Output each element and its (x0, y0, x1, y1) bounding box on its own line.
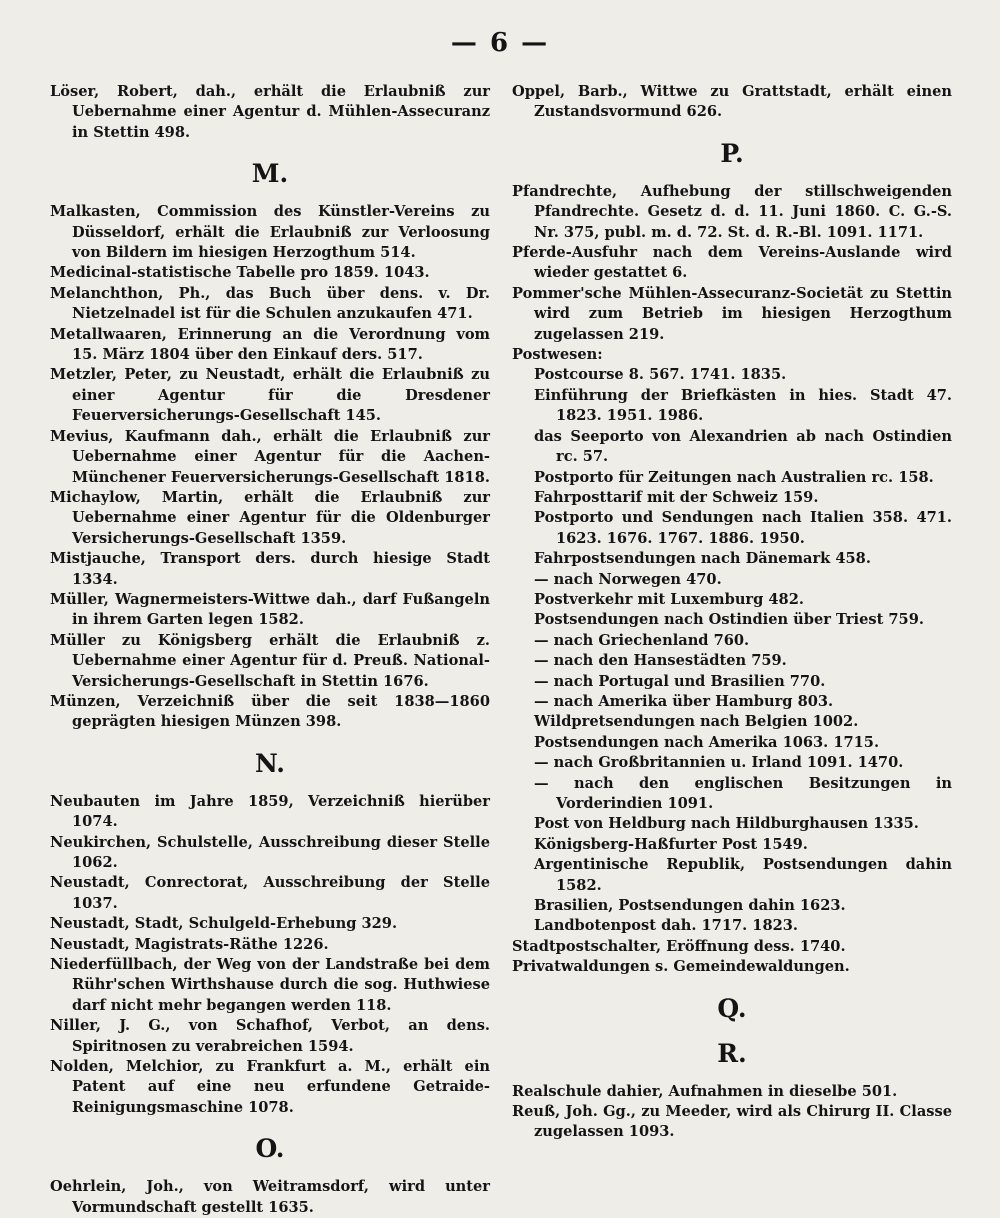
section-letter-q: Q. (717, 993, 747, 1023)
postwesen-subentry: — nach Portugal und Brasilien 770. (534, 672, 826, 690)
index-entry: Metzler, Peter, zu Neustadt, erhält die Erlaubniß zu einer Agentur für die Dresdener Feuerversicherungs-Gesellschaft 145. (50, 366, 490, 425)
index-entry: Metallwaaren, Erinnerung an die Verordnung vom 15. März 1804 über den Einkauf ders. 517. (50, 325, 490, 364)
page-number: — 6 — (450, 28, 550, 58)
postwesen-subentry: — nach den Hansestädten 759. (534, 652, 787, 670)
index-entry: Müller zu Königsberg erhält die Erlaubniß z. Uebernahme einer Agentur für d. Preuß. National-Versicherungs-Gesellschaft in Stettin 1676. (50, 631, 490, 690)
section-letter-o: O. (255, 1134, 285, 1164)
index-entry: Müller, Wagnermeisters-Wittwe dah., darf Fußangeln in ihrem Garten legen 1582. (50, 590, 490, 629)
index-entry: Privatwaldungen s. Gemeindewaldungen. (512, 958, 850, 976)
index-entry: Niller, J. G., von Schafhof, Verbot, an dens. Spiritnosen zu verabreichen 1594. (50, 1017, 490, 1055)
postwesen-subentry: Postverkehr mit Luxemburg 482. (534, 590, 804, 608)
index-entry: Neukirchen, Schulstelle, Ausschreibung dieser Stelle 1062. (50, 833, 490, 871)
section-letter-m: M. (251, 159, 289, 189)
left-column (50, 82, 490, 1218)
postwesen-subentry: Brasilien, Postsendungen dahin 1623. (534, 897, 846, 915)
index-entry: Neustadt, Stadt, Schulgeld-Erhebung 329. (50, 915, 398, 933)
postwesen-subentry: Postporto und Sendungen nach Italien 358. 471. 1623. 1676. 1767. 1886. 1950. (534, 509, 952, 547)
index-entry: Münzen, Verzeichniß über die seit 1838—1860 geprägten hiesigen Münzen 398. (50, 692, 490, 731)
postwesen-subentry: Postcourse 8. 567. 1741. 1835. (534, 366, 787, 384)
index-entry: Pfandrechte, Aufhebung der stillschweigenden Pfandrechte. Gesetz d. d. 11. Juni 1860. C. G.-S. Nr. 375, publ. m. d. 72. St. d. R.-Bl. 1091. 1171. (512, 182, 952, 241)
index-entry: Reuß, Joh. Gg., zu Meeder, wird als Chirurg II. Classe zugelassen 1093. (512, 1103, 952, 1141)
postwesen-subentry: Postporto für Zeitungen nach Australien rc. 158. (534, 468, 934, 486)
postwesen-subentry: Postsendungen nach Ostindien über Triest 759. (534, 611, 924, 629)
index-entry: Neustadt, Magistrats-Räthe 1226. (50, 935, 329, 953)
section-letter-r: R. (717, 1038, 747, 1068)
index-entry: Michaylow, Martin, erhält die Erlaubniß zur Uebernahme einer Agentur für die Oldenburger Versicherungs-Gesellschaft 1359. (50, 488, 490, 547)
index-entry: Malkasten, Commission des Künstler-Vereins zu Düsseldorf, erhält die Erlaubniß zur Verloosung von Bildern im hiesigen Herzogthum 514. (50, 203, 490, 262)
section-letter-n: N. (255, 748, 285, 778)
section-letter-p: P. (720, 138, 744, 168)
postwesen-subentry: Fahrpostsendungen nach Dänemark 458. (534, 550, 871, 568)
index-entry: Mevius, Kaufmann dah., erhält die Erlaubniß zur Uebernahme einer Agentur für die Aachen-Münchener Feuerversicherungs-Gesellschaft 1818. (50, 427, 490, 486)
index-entry: Realschule dahier, Aufnahmen in dieselbe 501. (512, 1082, 898, 1100)
index-entry: Pommer'sche Mühlen-Assecuranz-Societät zu Stettin wird zum Betrieb im hiesigen Herzogthum zugelassen 219. (512, 284, 952, 343)
index-entry: Mistjauche, Transport ders. durch hiesige Stadt 1334. (50, 550, 490, 588)
index-entry: Medicinal-statistische Tabelle pro 1859. 1043. (50, 264, 430, 282)
postwesen-subentry: Postsendungen nach Amerika 1063. 1715. (534, 733, 880, 751)
index-entry-postwesen: Postwesen: (512, 346, 603, 364)
postwesen-subentry: Einführung der Briefkästen in hies. Stadt 47. 1823. 1951. 1986. (534, 386, 952, 425)
right-column (512, 82, 952, 1143)
postwesen-subentry: das Seeporto von Alexandrien ab nach Ostindien rc. 57. (534, 427, 952, 466)
postwesen-subentry: — nach den englischen Besitzungen in Vorderindien 1091. (534, 774, 952, 812)
index-entry: Löser, Robert, dah., erhält die Erlaubniß zur Uebernahme einer Agentur d. Mühlen-Assecuranz in Stettin 498. (50, 83, 490, 141)
index-entry: Stadtpostschalter, Eröffnung dess. 1740. (512, 937, 846, 955)
index-entry: Neubauten im Jahre 1859, Verzeichniß hierüber 1074. (50, 792, 490, 831)
index-entry: Oppel, Barb., Wittwe zu Grattstadt, erhält einen Zustandsvormund 626. (512, 83, 952, 121)
index-entry: Neustadt, Conrectorat, Ausschreibung der Stelle 1037. (50, 874, 490, 912)
postwesen-subentry: — nach Norwegen 470. (534, 570, 722, 588)
postwesen-subentry: — nach Großbritannien u. Irland 1091. 1470. (534, 754, 904, 772)
postwesen-subentry: Landbotenpost dah. 1717. 1823. (534, 917, 798, 935)
index-entry: Nolden, Melchior, zu Frankfurt a. M., erhält ein Patent auf eine neu erfundene Getraide-Reinigungsmaschine 1078. (50, 1058, 490, 1116)
index-entry: Oehrlein, Joh., von Weitramsdorf, wird unter Vormundschaft gestellt 1635. (50, 1178, 490, 1216)
postwesen-subentry: Post von Heldburg nach Hildburghausen 1335. (534, 815, 919, 833)
index-entry: Niederfüllbach, der Weg von der Landstraße bei dem Rühr'schen Wirthshause durch die sog. Huthwiese darf nicht mehr begangen werden 118. (50, 956, 490, 1014)
postwesen-subentry: — nach Amerika über Hamburg 803. (534, 692, 834, 710)
index-entry: Pferde-Ausfuhr nach dem Vereins-Auslande wird wieder gestattet 6. (512, 244, 952, 282)
postwesen-subentry: — nach Griechenland 760. (534, 631, 750, 649)
postwesen-subentry: Fahrposttarif mit der Schweiz 159. (534, 488, 819, 506)
postwesen-subentry: Königsberg-Haßfurter Post 1549. (534, 835, 808, 853)
postwesen-subentry: Wildpretsendungen nach Belgien 1002. (534, 713, 859, 731)
index-entry: Melanchthon, Ph., das Buch über dens. v. Dr. Nietzelnadel ist für die Schulen anzukaufen 471. (50, 284, 490, 323)
postwesen-subentry: Argentinische Republik, Postsendungen dahin 1582. (534, 856, 952, 894)
